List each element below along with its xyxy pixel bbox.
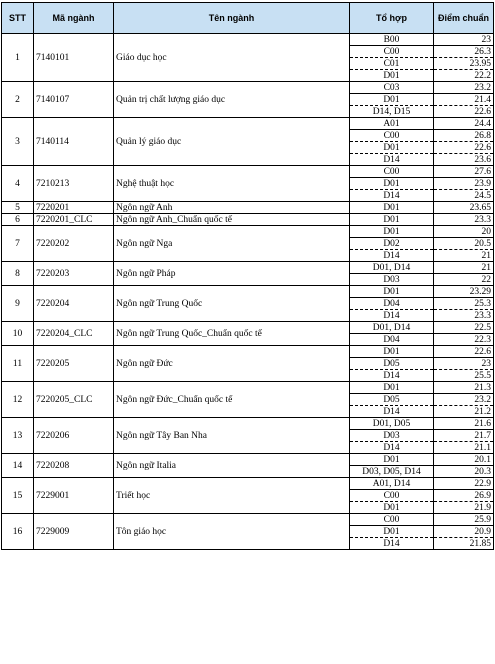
program-name-cell: Ngôn ngữ Trung Quốc (114, 286, 350, 322)
subject-block-cell: B00 (350, 34, 434, 46)
cutoff-score-cell: 23.3 (434, 214, 494, 226)
subject-block-cell: D01 (350, 94, 434, 106)
subject-block-cell: C00 (350, 514, 434, 526)
program-name-cell: Ngôn ngữ Tây Ban Nha (114, 418, 350, 454)
subject-block-cell: D14 (350, 310, 434, 322)
program-name-cell: Ngôn ngữ Anh_Chuẩn quốc tế (114, 214, 350, 226)
subject-block-cell: D14 (350, 190, 434, 202)
table-row (2, 322, 494, 334)
stt-cell: 13 (2, 418, 34, 454)
cutoff-score-cell: 21.1 (434, 442, 494, 454)
table-body (2, 34, 494, 550)
program-code-cell: 7229001 (34, 478, 114, 514)
program-code-cell: 7140101 (34, 34, 114, 82)
cutoff-score-cell: 23.3 (434, 310, 494, 322)
table-row (2, 514, 494, 526)
stt-cell: 3 (2, 118, 34, 166)
cutoff-score-cell: 21.2 (434, 406, 494, 418)
subject-block-cell: D03 (350, 430, 434, 442)
program-name-cell: Giáo dục học (114, 34, 350, 82)
subject-block-cell: D01 (350, 526, 434, 538)
subject-block-cell: D01 (350, 382, 434, 394)
table-row (2, 382, 494, 394)
stt-cell: 1 (2, 34, 34, 82)
header-code: Mã ngành (34, 3, 114, 34)
subject-block-cell: C00 (350, 490, 434, 502)
cutoff-score-cell: 22.6 (434, 142, 494, 154)
table-row (2, 418, 494, 430)
program-code-cell: 7220202 (34, 226, 114, 262)
program-name-cell: Ngôn ngữ Đức_Chuẩn quốc tế (114, 382, 350, 418)
cutoff-score-cell: 23.29 (434, 286, 494, 298)
stt-cell: 6 (2, 214, 34, 226)
subject-block-cell: A01 (350, 118, 434, 130)
header-stt: STT (2, 3, 34, 34)
cutoff-score-cell: 23 (434, 34, 494, 46)
cutoff-score-cell: 22.2 (434, 70, 494, 82)
cutoff-score-cell: 25.9 (434, 514, 494, 526)
program-code-cell: 7220203 (34, 262, 114, 286)
table-row (2, 286, 494, 298)
cutoff-score-cell: 21.6 (434, 418, 494, 430)
cutoff-score-cell: 23.65 (434, 202, 494, 214)
stt-cell: 8 (2, 262, 34, 286)
table-row (2, 454, 494, 466)
subject-block-cell: D03 (350, 274, 434, 286)
subject-block-cell: D14 (350, 442, 434, 454)
program-code-cell: 7220204_CLC (34, 322, 114, 346)
stt-cell: 14 (2, 454, 34, 478)
subject-block-cell: D14 (350, 538, 434, 550)
cutoff-score-cell: 22 (434, 274, 494, 286)
subject-block-cell: D14 (350, 154, 434, 166)
cutoff-score-cell: 21 (434, 262, 494, 274)
subject-block-cell: D04 (350, 334, 434, 346)
header-score: Điểm chuẩn (434, 3, 494, 34)
subject-block-cell: C01 (350, 58, 434, 70)
stt-cell: 2 (2, 82, 34, 118)
subject-block-cell: D01, D05 (350, 418, 434, 430)
cutoff-score-cell: 20.9 (434, 526, 494, 538)
program-name-cell: Ngôn ngữ Pháp (114, 262, 350, 286)
cutoff-score-cell: 24.5 (434, 190, 494, 202)
table-row (2, 34, 494, 46)
program-name-cell: Ngôn ngữ Italia (114, 454, 350, 478)
cutoff-score-cell: 26.8 (434, 130, 494, 142)
cutoff-score-cell: 20.1 (434, 454, 494, 466)
program-name-cell: Ngôn ngữ Nga (114, 226, 350, 262)
cutoff-score-cell: 23.9 (434, 178, 494, 190)
program-name-cell: Ngôn ngữ Đức (114, 346, 350, 382)
cutoff-score-cell: 22.6 (434, 346, 494, 358)
subject-block-cell: D01 (350, 502, 434, 514)
subject-block-cell: D04 (350, 298, 434, 310)
stt-cell: 11 (2, 346, 34, 382)
table-row (2, 82, 494, 94)
stt-cell: 16 (2, 514, 34, 550)
subject-block-cell: D05 (350, 358, 434, 370)
cutoff-score-cell: 25.3 (434, 298, 494, 310)
table-row (2, 262, 494, 274)
cutoff-score-cell: 20.3 (434, 466, 494, 478)
stt-cell: 10 (2, 322, 34, 346)
program-code-cell: 7220204 (34, 286, 114, 322)
program-code-cell: 7220206 (34, 418, 114, 454)
subject-block-cell: D01, D14 (350, 262, 434, 274)
subject-block-cell: D01 (350, 346, 434, 358)
cutoff-score-cell: 20 (434, 226, 494, 238)
subject-block-cell: D05 (350, 394, 434, 406)
cutoff-score-cell: 24.4 (434, 118, 494, 130)
subject-block-cell: D03, D05, D14 (350, 466, 434, 478)
cutoff-score-cell: 21.9 (434, 502, 494, 514)
program-code-cell: 7220208 (34, 454, 114, 478)
subject-block-cell: D14 (350, 406, 434, 418)
program-name-cell: Triết học (114, 478, 350, 514)
subject-block-cell: D01 (350, 454, 434, 466)
subject-block-cell: D01 (350, 70, 434, 82)
stt-cell: 7 (2, 226, 34, 262)
table-row (2, 226, 494, 238)
table-row (2, 118, 494, 130)
cutoff-score-cell: 21.3 (434, 382, 494, 394)
cutoff-score-cell: 21 (434, 250, 494, 262)
cutoff-score-cell: 23 (434, 358, 494, 370)
cutoff-score-cell: 22.3 (434, 334, 494, 346)
subject-block-cell: C00 (350, 166, 434, 178)
subject-block-cell: D01 (350, 226, 434, 238)
cutoff-score-cell: 25.5 (434, 370, 494, 382)
stt-cell: 15 (2, 478, 34, 514)
cutoff-score-cell: 21.7 (434, 430, 494, 442)
program-code-cell: 7220205 (34, 346, 114, 382)
program-code-cell: 7229009 (34, 514, 114, 550)
subject-block-cell: D02 (350, 238, 434, 250)
subject-block-cell: A01, D14 (350, 478, 434, 490)
cutoff-score-cell: 22.5 (434, 322, 494, 334)
program-code-cell: 7140114 (34, 118, 114, 166)
cutoff-score-cell: 26.9 (434, 490, 494, 502)
subject-block-cell: D01 (350, 178, 434, 190)
program-name-cell: Tôn giáo học (114, 514, 350, 550)
subject-block-cell: D01, D14 (350, 322, 434, 334)
cutoff-score-cell: 23.2 (434, 82, 494, 94)
table-header-row (2, 3, 494, 34)
subject-block-cell: D01 (350, 214, 434, 226)
cutoff-score-cell: 20.5 (434, 238, 494, 250)
admission-scores-table (1, 2, 494, 550)
stt-cell: 12 (2, 382, 34, 418)
program-name-cell: Quản trị chất lượng giáo dục (114, 82, 350, 118)
cutoff-score-cell: 23.2 (434, 394, 494, 406)
cutoff-score-cell: 21.4 (434, 94, 494, 106)
subject-block-cell: C00 (350, 130, 434, 142)
subject-block-cell: D01 (350, 202, 434, 214)
stt-cell: 4 (2, 166, 34, 202)
program-code-cell: 7140107 (34, 82, 114, 118)
subject-block-cell: C03 (350, 82, 434, 94)
program-name-cell: Ngôn ngữ Trung Quốc_Chuẩn quốc tế (114, 322, 350, 346)
subject-block-cell: D14 (350, 250, 434, 262)
program-code-cell: 7210213 (34, 166, 114, 202)
table-row (2, 346, 494, 358)
subject-block-cell: C00 (350, 46, 434, 58)
program-code-cell: 7220201_CLC (34, 214, 114, 226)
subject-block-cell: D14 (350, 370, 434, 382)
program-name-cell: Nghệ thuật học (114, 166, 350, 202)
program-name-cell: Quản lý giáo dục (114, 118, 350, 166)
cutoff-score-cell: 22.6 (434, 106, 494, 118)
subject-block-cell: D01 (350, 286, 434, 298)
header-name: Tên ngành (114, 3, 350, 34)
table-row (2, 214, 494, 226)
stt-cell: 5 (2, 202, 34, 214)
cutoff-score-cell: 22.9 (434, 478, 494, 490)
header-block: Tổ hợp (350, 3, 434, 34)
cutoff-score-cell: 21.85 (434, 538, 494, 550)
program-code-cell: 7220201 (34, 202, 114, 214)
cutoff-score-cell: 26.3 (434, 46, 494, 58)
table-row (2, 202, 494, 214)
program-name-cell: Ngôn ngữ Anh (114, 202, 350, 214)
table-row (2, 166, 494, 178)
cutoff-score-cell: 23.95 (434, 58, 494, 70)
program-code-cell: 7220205_CLC (34, 382, 114, 418)
stt-cell: 9 (2, 286, 34, 322)
cutoff-score-cell: 27.6 (434, 166, 494, 178)
subject-block-cell: D01 (350, 142, 434, 154)
subject-block-cell: D14, D15 (350, 106, 434, 118)
table-row (2, 478, 494, 490)
cutoff-score-cell: 23.6 (434, 154, 494, 166)
